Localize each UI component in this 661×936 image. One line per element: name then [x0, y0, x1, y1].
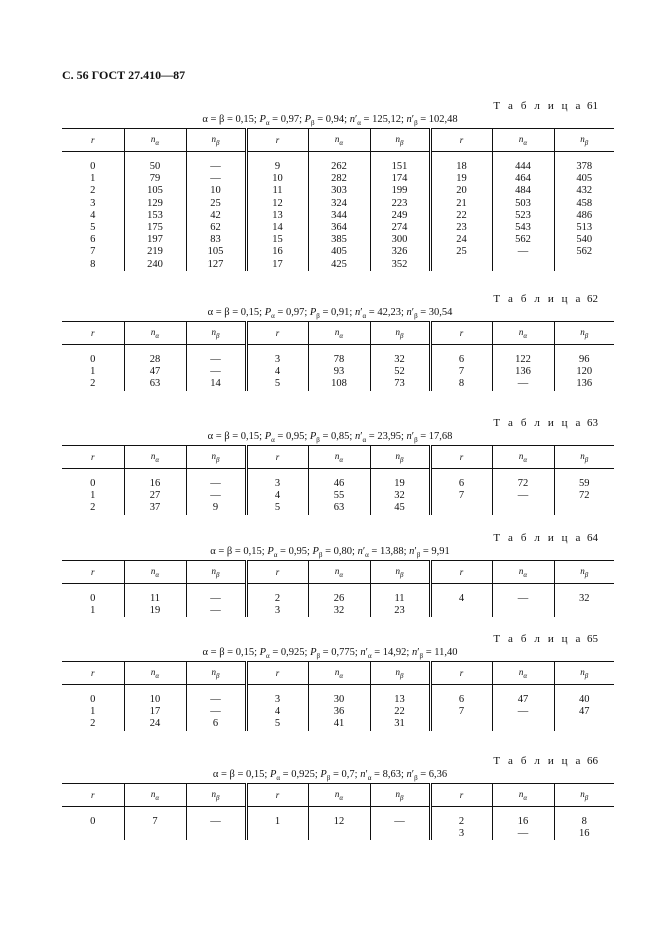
table-cell: 0 1: [62, 584, 124, 618]
data-table: [62, 321, 614, 391]
table-block-62: [62, 293, 598, 391]
table-cell: —: [370, 807, 430, 841]
table-caption: [62, 293, 598, 305]
table-formula: α = β = 0,15; $P_\alpha = 0,925$; $P_\beta = 0,7$; $n'_\alpha = 8,63$; $n'_\beta = 6,36$: [212, 769, 448, 783]
table-caption: [62, 755, 598, 767]
data-table: [62, 560, 614, 617]
column-header: r: [246, 446, 308, 469]
column-header: $n_\beta$: [554, 662, 614, 685]
table-cell: — — 9: [186, 469, 246, 515]
table-formula: α = β = 0,15; $P_\alpha = 0,97$; $P_\beta = 0,94$; $n'_\alpha = 125,12$; $n'_\beta = 102,48$: [202, 114, 458, 128]
column-header: $n_\alpha$: [308, 322, 370, 345]
table-formula: α = β = 0,15; $P_\alpha = 0,97$; $P_\beta = 0,91$; $n'_\alpha = 42,23$; $n'_\beta = 30,54$: [207, 307, 453, 321]
data-table: [62, 783, 614, 840]
table-cell: — — 14: [186, 345, 246, 391]
column-header: $n_\alpha$: [308, 662, 370, 685]
table-cell: 6 7: [430, 685, 492, 731]
table-block-61: [62, 100, 598, 271]
table-caption: [62, 633, 598, 645]
column-header: $n_\alpha$: [492, 784, 554, 807]
column-header: r: [62, 322, 124, 345]
table-cell: — — 10 25 42 62 83 105 127: [186, 152, 246, 271]
table-cell: 6 7: [430, 469, 492, 515]
table-formula: α = β = 0,15; $P_\alpha = 0,95$; $P_\beta = 0,85$; $n'_\alpha = 23,95$; $n'_\beta = 17,68$: [207, 431, 453, 445]
column-header: r: [62, 446, 124, 469]
table-cell: 40 47: [579, 694, 590, 718]
column-header: $n_\beta$: [554, 322, 614, 345]
table-cell: 32: [579, 593, 590, 604]
table-block-64: [62, 532, 598, 617]
column-header: $n_\alpha$: [124, 662, 186, 685]
column-header: $n_\beta$: [370, 784, 430, 807]
column-header: r: [430, 446, 492, 469]
column-header: r: [62, 129, 124, 152]
table-cell: 2 3: [430, 807, 492, 841]
column-header: r: [430, 561, 492, 584]
table-cell: 12: [308, 807, 370, 841]
table-cell: 378 405 432 458 486 513 540 562: [576, 161, 593, 258]
column-header: $n_\beta$: [186, 662, 246, 685]
table-number: 61: [587, 100, 598, 112]
column-header: r: [246, 129, 308, 152]
column-header: $n_\beta$: [554, 561, 614, 584]
table-cell: 11 19: [124, 584, 186, 618]
data-table: [62, 128, 614, 271]
table-cell: 444 464 484 503 523 543 562 —: [492, 152, 554, 271]
column-header: $n_\beta$: [370, 322, 430, 345]
table-cell: 0 1 2: [62, 469, 124, 515]
table-number: 66: [587, 755, 598, 767]
table-cell: —: [492, 584, 554, 618]
table-cell: 59 72: [579, 478, 590, 502]
table-cell: 3 4 5: [246, 469, 308, 515]
table-formula: α = β = 0,15; $P_\alpha = 0,925$; $P_\beta = 0,775$; $n'_\alpha = 14,92$; $n'_\beta = 11,40$: [202, 647, 458, 661]
table-cell: 19 32 45: [370, 469, 430, 515]
table-cell: 151 174 199 223 249 274 300 326 352: [370, 152, 430, 271]
column-header: r: [246, 784, 308, 807]
column-header: $n_\alpha$: [124, 446, 186, 469]
table-cell: 10 17 24: [124, 685, 186, 731]
table-cell: 72 —: [492, 469, 554, 515]
data-table: [62, 661, 614, 731]
column-header: r: [246, 322, 308, 345]
table-cell: 78 93 108: [308, 345, 370, 391]
table-cell: — — 6: [186, 685, 246, 731]
table-number: 65: [587, 633, 598, 645]
table-block-63: [62, 417, 598, 515]
table-cell: 4: [430, 584, 492, 618]
column-header: $n_\alpha$: [124, 784, 186, 807]
table-cell: 28 47 63: [124, 345, 186, 391]
table-caption-word: Т а б л и ц а: [493, 633, 583, 645]
table-cell: 3 4 5: [246, 685, 308, 731]
column-header: $n_\alpha$: [124, 561, 186, 584]
column-header: $n_\beta$: [186, 446, 246, 469]
table-caption: [62, 417, 598, 429]
table-caption-word: Т а б л и ц а: [493, 100, 583, 112]
table-cell: 50 79 105 129 153 175 197 219 240: [124, 152, 186, 271]
table-row: [62, 584, 614, 618]
column-header: r: [246, 662, 308, 685]
table-number: 63: [587, 417, 598, 429]
column-header: $n_\beta$: [554, 784, 614, 807]
column-header: $n_\beta$: [370, 662, 430, 685]
table-cell: 16 27 37: [124, 469, 186, 515]
column-header: r: [62, 662, 124, 685]
column-header: $n_\alpha$: [124, 129, 186, 152]
table-cell: 6 7 8: [430, 345, 492, 391]
table-row: [62, 807, 614, 841]
column-header: $n_\alpha$: [492, 446, 554, 469]
table-cell: 9 10 11 12 13 14 15 16 17: [246, 152, 308, 271]
table-block-66: [62, 755, 598, 840]
column-header: r: [430, 322, 492, 345]
column-header: r: [62, 561, 124, 584]
table-cell: 13 22 31: [370, 685, 430, 731]
table-cell: 1: [246, 807, 308, 841]
data-table: [62, 445, 614, 515]
column-header: $n_\alpha$: [308, 446, 370, 469]
table-cell: 47 —: [492, 685, 554, 731]
table-cell: —: [186, 807, 246, 841]
table-cell: 0: [62, 807, 124, 841]
table-cell: 32 52 73: [370, 345, 430, 391]
table-cell: 30 36 41: [308, 685, 370, 731]
column-header: $n_\beta$: [186, 129, 246, 152]
column-header: $n_\beta$: [370, 129, 430, 152]
table-cell: 0 1 2: [62, 345, 124, 391]
table-block-65: [62, 633, 598, 731]
column-header: $n_\alpha$: [308, 561, 370, 584]
table-caption-word: Т а б л и ц а: [493, 293, 583, 305]
column-header: $n_\alpha$: [492, 129, 554, 152]
table-caption-word: Т а б л и ц а: [493, 417, 583, 429]
column-header: $n_\beta$: [554, 129, 614, 152]
table-cell: 18 19 20 21 22 23 24 25: [430, 152, 492, 271]
table-cell: 11 23: [370, 584, 430, 618]
column-header: r: [430, 784, 492, 807]
table-row: [62, 345, 614, 391]
table-row: [62, 685, 614, 731]
column-header: $n_\alpha$: [492, 322, 554, 345]
table-cell: — —: [186, 584, 246, 618]
table-cell: 3 4 5: [246, 345, 308, 391]
column-header: $n_\beta$: [186, 561, 246, 584]
table-number: 62: [587, 293, 598, 305]
column-header: r: [430, 662, 492, 685]
table-cell: 2 3: [246, 584, 308, 618]
column-header: $n_\alpha$: [308, 784, 370, 807]
column-header: $n_\alpha$: [308, 129, 370, 152]
column-header: $n_\alpha$: [124, 322, 186, 345]
column-header: $n_\beta$: [370, 446, 430, 469]
table-cell: 96 120 136: [576, 354, 593, 390]
table-cell: 16 —: [492, 807, 554, 841]
column-header: r: [62, 784, 124, 807]
column-header: $n_\beta$: [186, 322, 246, 345]
column-header: r: [430, 129, 492, 152]
table-cell: 262 282 303 324 344 364 385 405 425: [308, 152, 370, 271]
table-cell: 46 55 63: [308, 469, 370, 515]
table-cell: 8 16: [579, 816, 590, 840]
table-caption: [62, 100, 598, 112]
table-formula: α = β = 0,15; $P_\alpha = 0,95$; $P_\beta = 0,80$; $n'_\alpha = 13,88$; $n'_\beta = 9,91$: [210, 546, 450, 560]
table-row: [62, 152, 614, 271]
table-row: [62, 469, 614, 515]
column-header: $n_\alpha$: [492, 662, 554, 685]
column-header: $n_\beta$: [186, 784, 246, 807]
table-caption-word: Т а б л и ц а: [493, 755, 583, 767]
table-caption-word: Т а б л и ц а: [493, 532, 583, 544]
table-number: 64: [587, 532, 598, 544]
table-cell: 122 136 —: [492, 345, 554, 391]
table-cell: 7: [124, 807, 186, 841]
column-header: $n_\beta$: [554, 446, 614, 469]
column-header: $n_\alpha$: [492, 561, 554, 584]
table-cell: 0 1 2: [62, 685, 124, 731]
table-cell: 0 1 2 3 4 5 6 7 8: [62, 152, 124, 271]
column-header: r: [246, 561, 308, 584]
page-header: С. 56 ГОСТ 27.410—87: [62, 68, 186, 82]
table-caption: [62, 532, 598, 544]
table-cell: 26 32: [308, 584, 370, 618]
column-header: $n_\beta$: [370, 561, 430, 584]
